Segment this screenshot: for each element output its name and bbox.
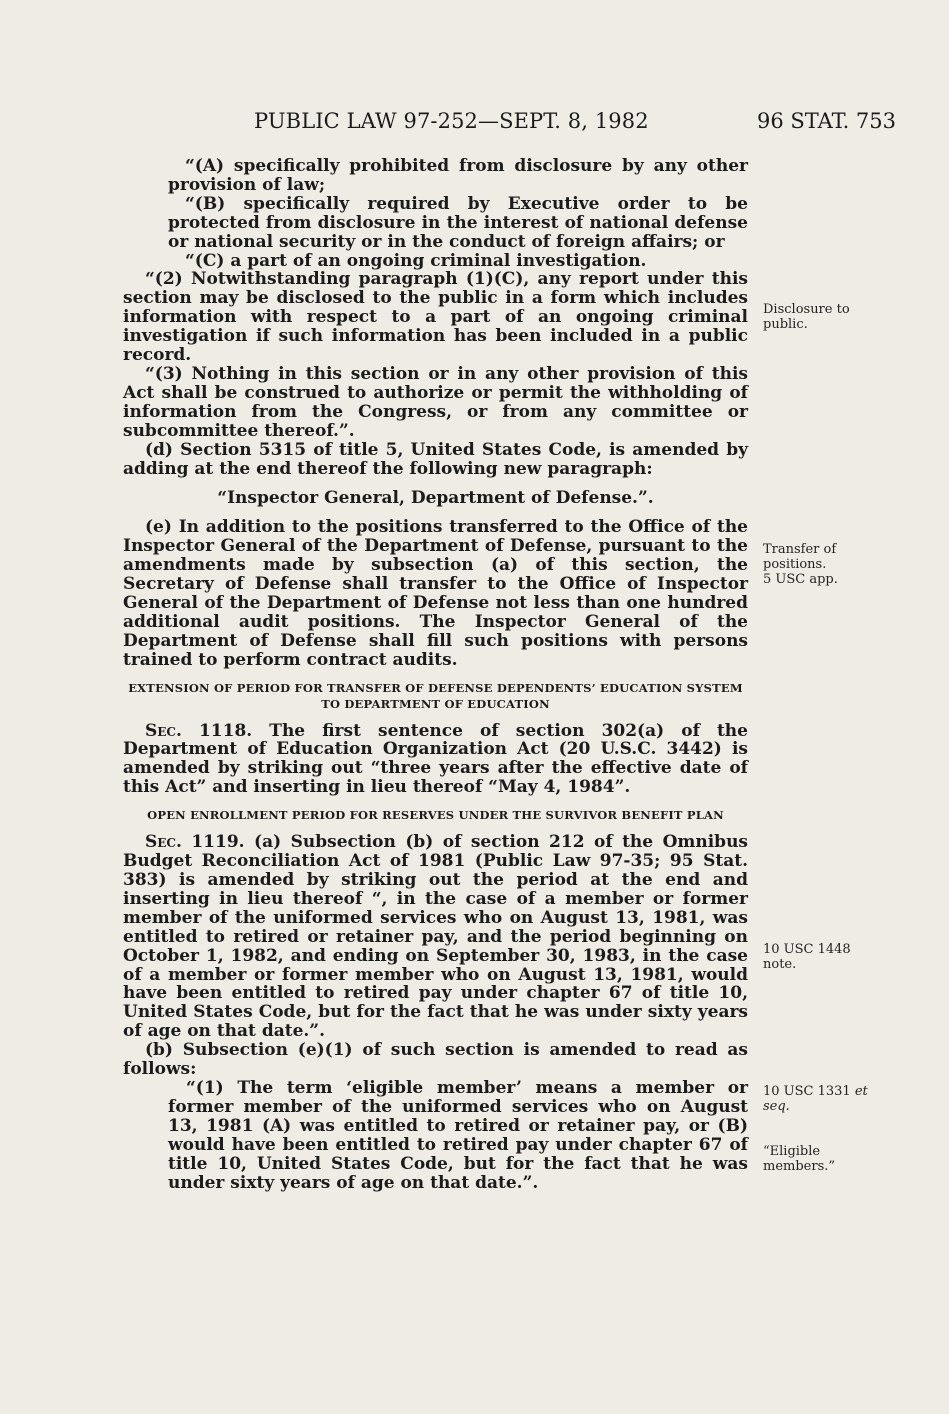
- clause-a: “(A) specifically prohibited from disclosure by any other provision of law;: [168, 156, 748, 195]
- running-header-title: PUBLIC LAW 97-252—SEPT. 8, 1982: [254, 109, 649, 133]
- section-1119-text: [123, 833, 748, 1041]
- note-line: “Eligible: [763, 1144, 821, 1159]
- note-line: 5 USC app.: [763, 572, 838, 587]
- section-1119-heading: OPEN ENROLLMENT PERIOD FOR RESERVES UNDER THE SURVIVOR BENEFIT PLAN: [147, 808, 724, 823]
- subsection-d: (d) Section 5315 of title 5, United States Code, is amended by adding at the end thereof the following new paragraph:: [123, 439, 748, 479]
- sec-label: Sec.: [145, 832, 182, 853]
- note-text: 10 USC 1331: [763, 1084, 855, 1099]
- margin-note-disclosure: [763, 302, 850, 332]
- sec-1119-body: 1119. (a) Subsection (b) of section 212 of the Omnibus Budget Reconciliation Act of 1981 (Public Law 97-35; 95 Stat. 383) is amended by striking out the period at the end and inserting in lieu thereof “, in the case of a member or former member of the uniformed services who on August 13, 1981, was entitled to retired or retainer pay, and the period beginning on October 1, 1982, and ending on September 30, 1983, in the case of a member or former member who on August 13, 1981, would have been entitled to retired pay under chapter 67 of title 10, United States Code, but for the fact that he was under sixty years of age on that date.”.: [123, 832, 748, 1042]
- note-line: [763, 1099, 868, 1114]
- note-italic: et: [854, 1084, 868, 1099]
- page-stat-number: 96 STAT. 753: [757, 109, 897, 133]
- note-line: [763, 1084, 868, 1099]
- sec-label: Sec.: [145, 720, 182, 741]
- margin-note-transfer: [763, 542, 838, 587]
- sec-1118-body: 1118. The first sentence of section 302(a) of the Department of Education Organization Act (20 U.S.C. 3442) is amended by striking out “three years after the effective date of this Act” and inserting in lieu thereof “May 4, 1984”.: [123, 720, 748, 798]
- note-line: Disclosure to: [763, 302, 850, 317]
- list-clauses: [123, 157, 748, 270]
- paragraph-2: “(2) Notwithstanding paragraph (1)(C), any report under this section may be disclosed to the public in a form which includes information with respect to a part of an ongoing criminal investigation if such information has been included in a public record.: [123, 269, 748, 366]
- margin-note-10usc1448: [763, 942, 851, 972]
- section-1118-text: [123, 722, 748, 798]
- note-line: members.”: [763, 1159, 836, 1174]
- eligible-member-definition: [123, 1079, 748, 1192]
- note-line: public.: [763, 317, 808, 332]
- note-line: note.: [763, 957, 797, 972]
- eligible-member-text: “(1) The term ‘eligible member’ means a member or former member of the uniformed services who on August 13, 1981 (A) was entitled to retired or retainer pay, or (B) would have been entitled to retired pay under chapter 67 of title 10, United States Code, but for the fact that he was under sixty years of age on that date.”.: [168, 1077, 748, 1193]
- subsection-b-1119: (b) Subsection (e)(1) of such section is amended to read as follows:: [123, 1040, 748, 1080]
- clause-c: “(C) a part of an ongoing criminal investigation.: [185, 250, 647, 271]
- subsection-e: (e) In addition to the positions transferred to the Office of the Inspector General of the Department of Defense, pursuant to the amendments made by subsection (a) of this section, the Secretary of Defense shall transfer to the Office of Inspector General of the Department of Defense not less than one hundred additional audit positions. The Inspector General of the Department of Defense shall fill such positions with persons trained to perform contract audits.: [123, 517, 748, 670]
- section-1118-heading: EXTENSION OF PERIOD FOR TRANSFER OF DEFENSE DEPENDENTS’ EDUCATION SYSTEM TO DEPARTMENT OF EDUCATION: [128, 680, 743, 711]
- paragraph-3: “(3) Nothing in this section or in any other provision of this Act shall be construed to authorize or permit the withholding of information from the Congress, or from any committee or subcommittee thereof.”.: [123, 363, 748, 441]
- note-italic: seq.: [763, 1099, 790, 1114]
- note-line: Transfer of: [763, 542, 837, 557]
- inspector-general-line: “Inspector General, Department of Defense.”.: [217, 488, 654, 509]
- margin-note-eligible-members: [763, 1144, 835, 1174]
- clause-b: “(B) specifically required by Executive order to be protected from disclosure in the interest of national defense or national security or in the conduct of foreign affairs; or: [168, 193, 748, 252]
- margin-note-10usc1331: [763, 1084, 868, 1114]
- note-line: 10 USC 1448: [763, 942, 851, 957]
- statute-text: [123, 157, 748, 1192]
- note-line: positions.: [763, 557, 827, 572]
